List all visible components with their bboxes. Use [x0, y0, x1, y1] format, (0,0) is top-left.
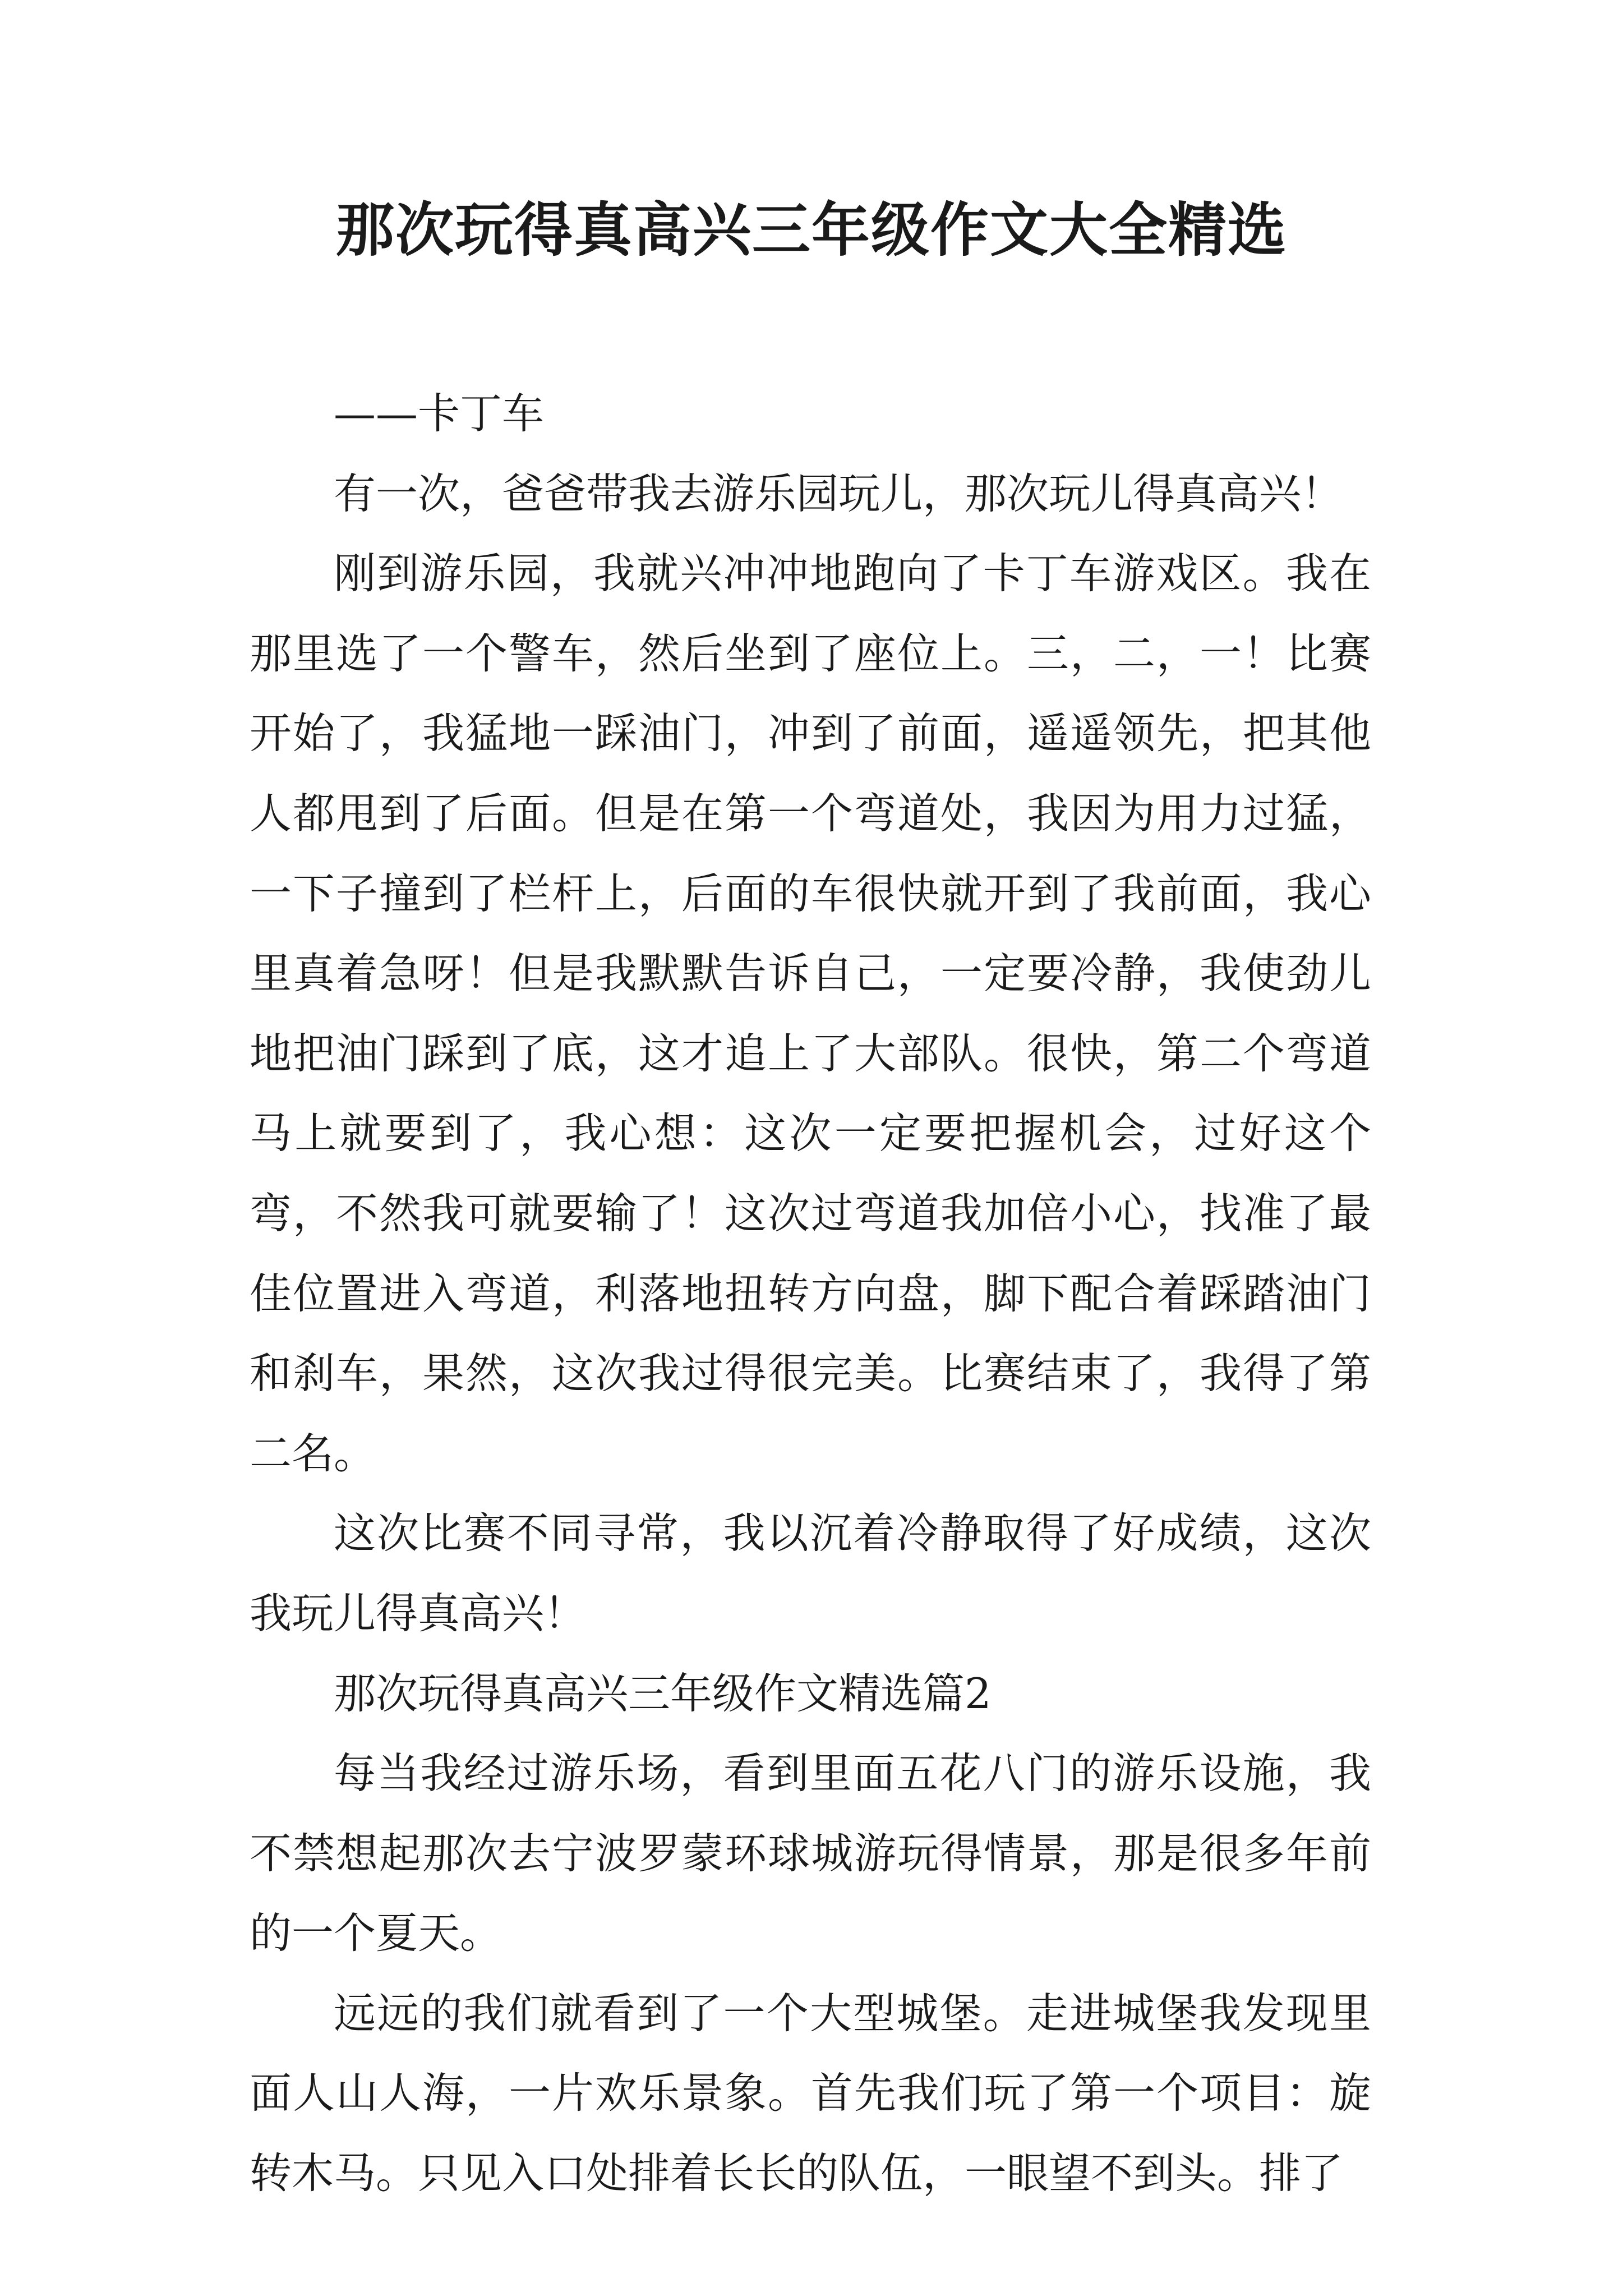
- document-title: 那次玩得真高兴三年级作文大全精选: [335, 195, 1287, 264]
- body-paragraph: 刚到游乐园，我就兴冲冲地跑向了卡丁车游戏区。我在那里选了一个警车，然后坐到了座位上。三，二，一！比赛开始了，我猛地一踩油门，冲到了前面，遥遥领先，把其他人都甩到了后面。但是在第一个弯道处，我因为用力过猛，一下子撞到了栏杆上，后面的车很快就开到了我前面，我心里真着急呀！但是我默默告诉自己，一定要冷静，我使劲儿地把油门踩到了底，这才追上了大部队。很快，第二个弯道马上就要到了，我心想：这次一定要把握机会，过好这个弯，不然我可就要输了！这次过弯道我加倍小心，找准了最佳位置进入弯道，利落地扭转方向盘，脚下配合着踩踏油门和刹车，果然，这次我过得很完美。比赛结束了，我得了第二名。: [250, 549, 1371, 1478]
- body-paragraph: 这次比赛不同寻常，我以沉着冷静取得了好成绩，这次我玩儿得真高兴！: [250, 1508, 1371, 1638]
- section-heading: 那次玩得真高兴三年级作文精选篇2: [334, 1668, 992, 1718]
- body-paragraph: 有一次，爸爸带我去游乐园玩儿，那次玩儿得真高兴！: [334, 468, 1344, 518]
- subtitle-paragraph: ——卡丁车: [334, 389, 545, 438]
- body-paragraph: 每当我经过游乐场，看到里面五花八门的游乐设施，我不禁想起那次去宁波罗蒙环球城游玩得情景，那是很多年前的一个夏天。: [250, 1749, 1371, 1958]
- document-body: [250, 374, 1371, 2214]
- body-paragraph: 远远的我们就看到了一个大型城堡。走进城堡我发现里面人山人海，一片欢乐景象。首先我们玩了第一个项目：旋转木马。只见入口处排着长长的队伍，一眼望不到头。排了: [250, 1988, 1371, 2198]
